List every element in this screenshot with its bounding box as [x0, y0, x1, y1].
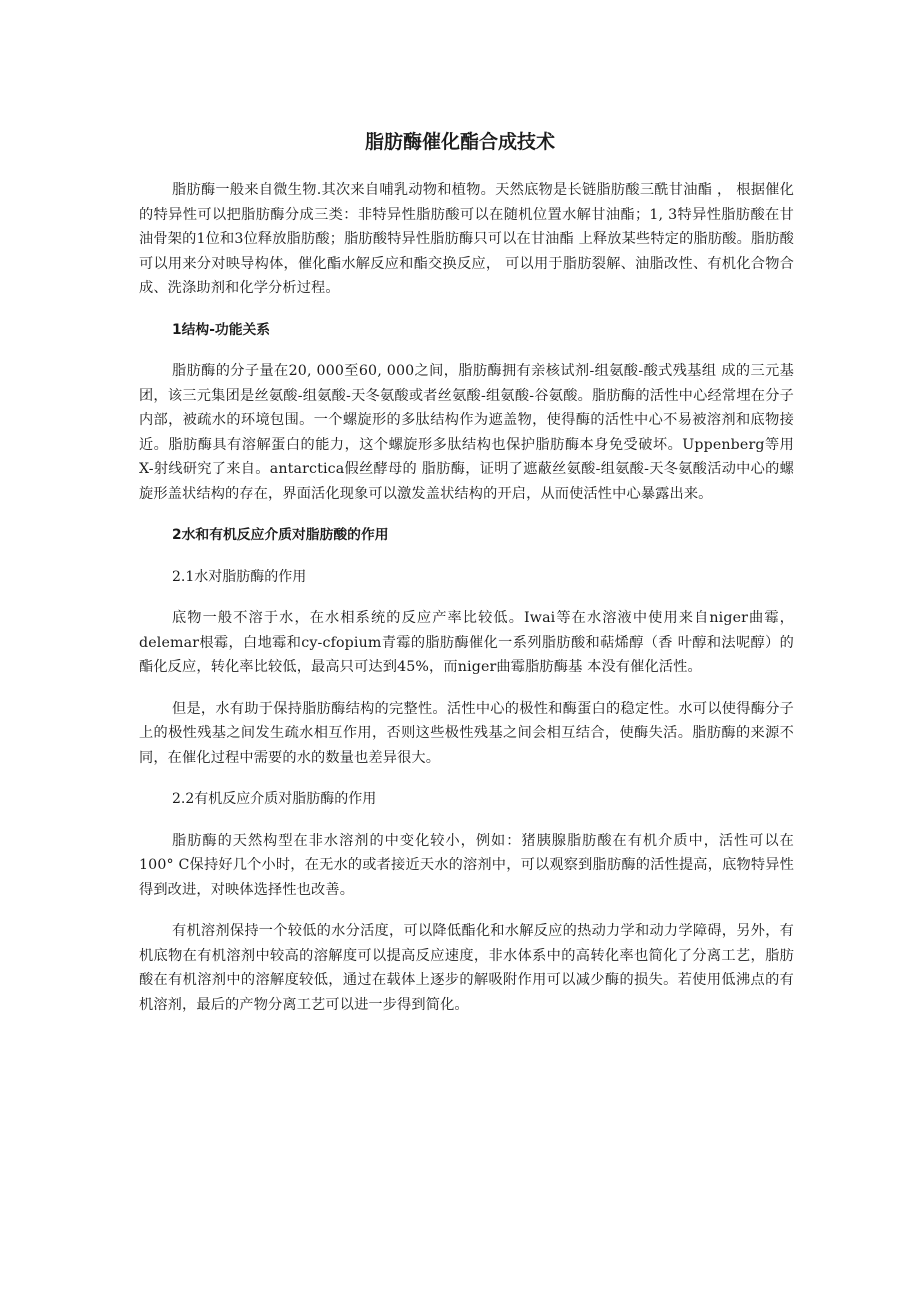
section-1-paragraph: 脂肪酶的分子量在20, 000至60, 000之间，脂肪酶拥有亲核试剂-组氨酸-酸式残基组 成的三元基团，该三元集团是丝氨酸-组氨酸-天冬氨酸或者丝氨酸-组氨酸-谷氨酸。脂肪酶的活性中心经常埋在分子内部，被疏水的环境包围。一个螺旋形的多肽结构作为遮盖物，使得酶的活性中心不易被溶剂和底物接近。脂肪酶具有溶解蛋白的能力，这个螺旋形多肽结构也保护脂肪酶本身免受破坏。Uppenberg等用X-射线研究了来自。antarctica假丝酵母的 脂肪酶，证明了遮蔽丝氨酸-组氨酸-天冬氨酸活动中心的螺旋形盖状结构的存在，界面活化现象可以激发盖状结构的开启，从而使活性中心暴露出来。	[139, 363, 794, 502]
section-2-2-paragraph-2: 有机溶剂保持一个较低的水分活度，可以降低酯化和水解反应的热动力学和动力学障碍，另外，有机底物在有机溶剂中较高的溶解度可以提高反应速度，非水体系中的高转化率也简化了分离工艺，脂肪酸在有机溶剂中的溶解度较低，通过在载体上逐步的解吸附作用可以减少酶的损失。若使用低沸点的有机溶剂，最后的产物分离工艺可以进一步得到简化。	[139, 923, 794, 1013]
section-2-2-heading: 2.2有机反应介质对脂肪酶的作用	[172, 791, 377, 807]
section-2-2-paragraph-1: 脂肪酶的天然构型在非水溶剂的中变化较小，例如：猪胰腺脂肪酸在有机介质中，活性可以在100° C保持好几个小时，在无水的或者接近天水的溶剂中，可以观察到脂肪酶的活性提高，底物特异性得到改进，对映体选择性也改善。	[139, 832, 794, 898]
section-2-1-paragraph-1: 底物一般不溶于水，在水相系统的反应产率比较低。Iwai等在水溶液中使用来自niger曲霉，delemar根霉，白地霉和cy-cfopium青霉的脂肪酶催化一系列脂肪酸和萜烯醇（香 叶醇和法呢醇）的酯化反应，转化率比较低，最高只可达到45%，而niger曲霉脂肪酶基 本没有催化活性。	[139, 610, 794, 675]
section-2-heading: 2水和有机反应介质对脂肪酸的作用	[172, 527, 389, 543]
document-body	[139, 178, 794, 1034]
section-2-1-paragraph-2: 但是，水有助于保持脂肪酶结构的完整性。活性中心的极性和酶蛋白的稳定性。水可以使得酶分子上的极性残基之间发生疏水相互作用，否则这些极性残基之间会相互结合，使酶失活。脂肪酶的来源不同，在催化过程中需要的水的数量也差异很大。	[139, 700, 794, 766]
intro-paragraph: 脂肪酶一般来自微生物.其次来自哺乳动物和植物。天然底物是长链脂肪酸三酰甘油酯 ， 根据催化的特异性可以把脂肪酶分成三类：非特异性脂肪酸可以在随机位置水解甘油酯；1, 3特异性脂肪酸在甘油骨架的1位和3位释放脂肪酸；脂肪酸特异性脂肪酶只可以在甘油酯 上释放某些特定的脂肪酸。脂肪酸可以用来分对映导构体，催化酯水解反应和酯交换反应， 可以用于脂肪裂解、油脂改性、有机化合物合成、洗涤助剂和化学分析过程。	[139, 182, 794, 296]
section-2-1-heading: 2.1水对脂肪酶的作用	[172, 568, 307, 585]
document-title: 脂肪酶催化酯合成技术	[364, 131, 555, 153]
section-1-heading: 1结构-功能关系	[172, 321, 271, 338]
